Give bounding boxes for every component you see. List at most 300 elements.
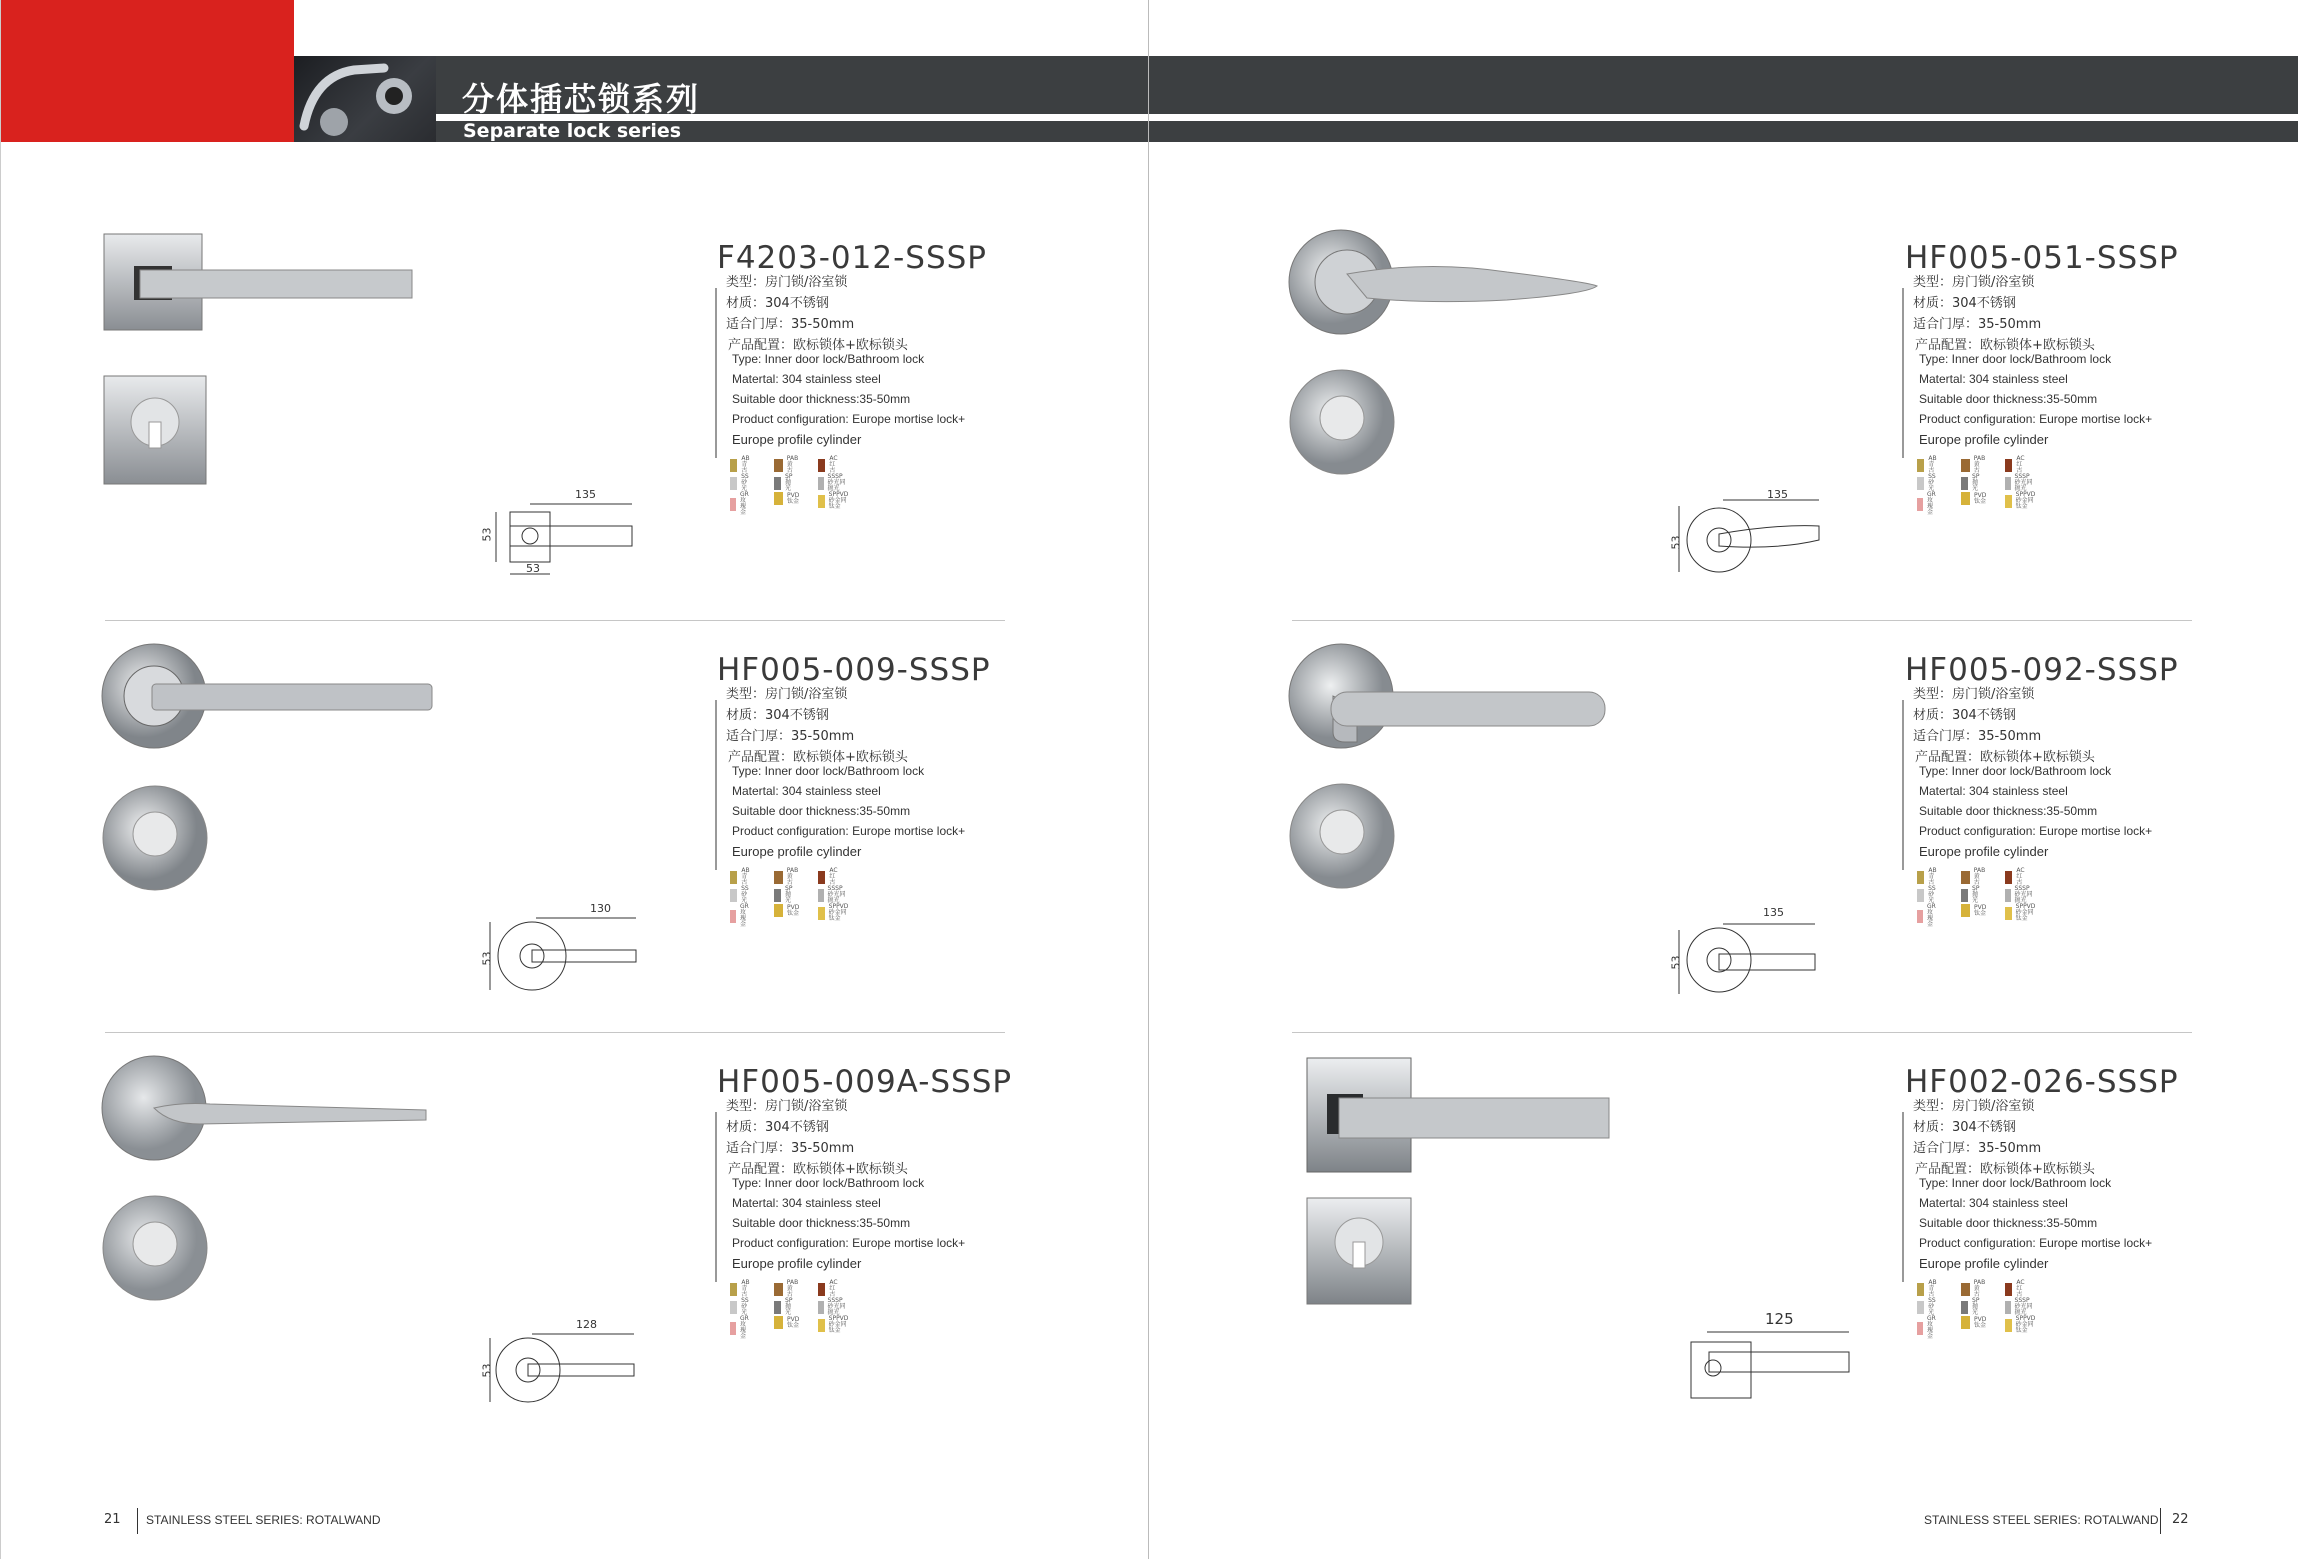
finish-code: SP [785,1297,793,1304]
finish-code: SS [741,1297,749,1304]
finish-name: 砂金同钛金 [2015,909,2034,922]
finish-code: SSSP [827,1297,843,1304]
finish-code: PVD [787,491,800,499]
spec-material-en: Matertal: 304 stainless steel [1919,372,2068,386]
finish-color-chip [2005,907,2012,920]
dimension-drawing [1667,490,1857,580]
finish-name: 玫瑰金 [739,909,746,928]
finish-name: 玫瑰金 [739,497,746,516]
spec-cylinder-en: Europe profile cylinder [1919,432,2049,447]
product-model: HF005-051-SSSP [1905,240,2179,276]
finish-name: 砂光 [1928,1303,1935,1316]
product-model: HF002-026-SSSP [1905,1064,2179,1100]
finish-swatch [730,886,751,904]
spec-material-cn: 材质：304不锈钢 [1913,296,2016,311]
finish-name: 黄古 [786,461,793,474]
spec-thickness-en: Suitable door thickness:35-50mm [732,1216,911,1230]
finish-color-chip [818,1283,825,1296]
finish-code: SS [1928,885,1936,892]
finish-code: SS [741,473,749,480]
finish-color-chip [774,459,783,472]
finish-swatch [2005,474,2033,492]
finish-color-chip [1917,889,1924,902]
spec-material-en: Matertal: 304 stainless steel [732,372,881,386]
finish-code: PAB [1973,455,1986,462]
finish-code: PVD [1974,903,1987,911]
finish-code: SPPVD [828,491,849,498]
finish-color-chip [2005,1319,2012,1332]
finish-swatch [1917,474,1938,492]
page-number-right: 22 [2172,1512,2189,1527]
finish-name: 红古 [2016,1285,2023,1298]
finish-name: 玫瑰金 [1926,497,1933,516]
finish-name: 青古 [741,1285,748,1298]
product-model: F4203-012-SSSP [717,240,987,276]
finish-swatch [2005,868,2026,886]
footer-separator [137,1508,138,1534]
finish-code: AB [741,1279,750,1286]
spec-type-cn: 类型：房门锁/浴室锁 [1913,1099,2035,1114]
spec-type-cn: 类型：房门锁/浴室锁 [726,275,848,290]
spec-bar [715,288,717,458]
finish-code: AC [2016,1279,2025,1286]
finish-code: PVD [787,903,800,911]
finish-color-chip [818,871,825,884]
spec-config-en: Product configuration: Europe mortise lock+ [732,824,966,838]
finish-swatch [1917,1280,1938,1298]
finish-name: 砂金同钛金 [2015,1321,2034,1334]
finish-code: AB [1928,455,1937,462]
finish-name: 青古 [1928,873,1935,886]
finish-swatch [730,456,751,474]
finish-code: AB [1928,1279,1937,1286]
spec-type-cn: 类型：房门锁/浴室锁 [726,1099,848,1114]
product-card [1287,612,2217,1012]
spec-bar [715,1112,717,1282]
finish-color-chip [774,1316,783,1329]
spec-thickness-cn: 适合门厚：35-50mm [726,729,855,744]
finish-code: SSSP [827,473,843,480]
finish-code: PAB [786,1279,799,1286]
handle-image [100,612,430,912]
finish-color-chip [1961,492,1970,505]
finish-code: GR [1926,903,1936,910]
finish-code: AB [741,455,750,462]
finish-swatch [1961,492,1986,505]
product-model: HF005-009A-SSSP [717,1064,1013,1100]
finish-swatch [774,474,794,492]
finish-code: SP [1972,473,1980,480]
finish-color-chip [1961,871,1970,884]
finish-color-chip [1917,910,1923,923]
finish-color-chip [1961,477,1968,490]
finish-name: 砂光同抛光 [2014,891,2033,904]
finish-name: 钛金 [787,497,800,505]
finish-name: 红古 [829,873,836,886]
finish-color-chip [1961,904,1970,917]
spec-material-cn: 材质：304不锈钢 [726,1120,829,1135]
dim-length: 130 [590,902,611,915]
finish-code: PAB [786,455,799,462]
finish-swatch [2005,1280,2026,1298]
finish-code: AB [741,867,750,874]
finish-color-chip [2005,459,2012,472]
finish-swatch [2005,886,2033,904]
finish-name: 黄古 [786,873,793,886]
finish-color-chip [730,477,737,490]
finish-code: AC [829,1279,838,1286]
spec-cylinder-en: Europe profile cylinder [732,844,862,859]
finish-swatch [1961,1280,1985,1298]
spec-thickness-en: Suitable door thickness:35-50mm [732,392,911,406]
dim-length: 135 [1763,906,1784,919]
dimension-drawing [480,908,670,998]
finish-swatch [818,904,851,922]
spec-thickness-en: Suitable door thickness:35-50mm [1919,804,2098,818]
finish-name: 黄古 [1973,1285,1980,1298]
spec-type-cn: 类型：房门锁/浴室锁 [1913,687,2035,702]
finish-swatch [2005,1316,2038,1334]
finish-swatch [2005,456,2026,474]
finish-name: 砂光同抛光 [2014,1303,2033,1316]
finish-name: 钛金 [787,909,800,917]
finish-swatch [818,868,839,886]
finish-swatch [1917,1316,1939,1340]
finish-color-chip [1961,459,1970,472]
finish-name: 砂光 [1928,891,1935,904]
finish-color-chip [1961,1301,1968,1314]
spec-config-cn: 产品配置：欧标锁体+欧标锁头 [728,750,908,765]
finish-code: SS [1928,1297,1936,1304]
spec-type-en: Type: Inner door lock/Bathroom lock [732,1176,925,1190]
finish-name: 青古 [741,873,748,886]
finish-color-chip [818,459,825,472]
finish-name: 钛金 [1974,1321,1987,1329]
spec-material-en: Matertal: 304 stainless steel [732,1196,881,1210]
spec-config-cn: 产品配置：欧标锁体+欧标锁头 [728,1162,908,1177]
finish-color-chip [1917,477,1924,490]
spec-thickness-en: Suitable door thickness:35-50mm [1919,1216,2098,1230]
finish-swatch [2005,904,2038,922]
finish-color-chip [730,1283,737,1296]
finish-name: 黄古 [1973,873,1980,886]
spec-config-en: Product configuration: Europe mortise lock+ [732,412,966,426]
finish-color-chip [2005,1283,2012,1296]
dimension-drawing [480,1324,670,1414]
spec-thickness-en: Suitable door thickness:35-50mm [732,804,911,818]
finish-name: 黄古 [1973,461,1980,474]
finish-swatch [2005,492,2038,510]
spec-config-en: Product configuration: Europe mortise lock+ [732,1236,966,1250]
finish-code: GR [739,491,749,498]
spec-cylinder-en: Europe profile cylinder [1919,1256,2049,1271]
finish-name: 砂金同钛金 [2015,497,2034,510]
handle-image [1287,200,1617,500]
finish-swatch [774,1316,799,1329]
spec-material-en: Matertal: 304 stainless steel [1919,1196,2068,1210]
finish-color-chip [1961,1283,1970,1296]
finish-code: SSSP [2014,885,2030,892]
finish-color-chip [818,1301,824,1314]
finish-swatch [1917,886,1938,904]
finish-swatch [818,886,846,904]
finish-color-chip [730,1301,737,1314]
product-card [1287,200,2217,600]
handle-image [1287,612,1617,912]
finish-name: 青古 [1928,1285,1935,1298]
spec-type-en: Type: Inner door lock/Bathroom lock [732,764,925,778]
finish-swatch [818,1280,839,1298]
finish-code: SSSP [2014,473,2030,480]
finish-color-chip [2005,477,2011,490]
finish-swatch [730,492,752,516]
finish-swatch [1961,1316,1986,1329]
dim-height: 53 [480,527,494,542]
finish-swatch [1917,868,1938,886]
finish-color-chip [1917,498,1923,511]
footer-text-right: STAINLESS STEEL SERIES: ROTALWAND [1924,1513,2159,1527]
finish-swatch [1961,904,1986,917]
finish-code: SPPVD [2015,491,2036,498]
finish-color-chip [1917,1301,1924,1314]
dim-height: 53 [1669,955,1683,970]
finish-name: 抛光 [785,1303,792,1316]
header-red-block [0,0,294,142]
finish-swatch [774,886,794,904]
finish-name: 砂金同钛金 [828,1321,847,1334]
finish-name: 钛金 [1974,497,1987,505]
spec-config-cn: 产品配置：欧标锁体+欧标锁头 [1915,750,2095,765]
finish-name: 抛光 [785,891,792,904]
page-edge [0,0,1,1559]
footer-separator [2160,1508,2161,1534]
finish-code: SPPVD [828,1315,849,1322]
finish-color-chip [774,492,783,505]
finish-code: GR [1926,491,1936,498]
finish-swatch [1961,456,1985,474]
dimension-drawing [1667,1322,1857,1412]
finish-code: SS [1928,473,1936,480]
finish-code: PAB [1973,867,1986,874]
finish-code: PAB [786,867,799,874]
handle-image [100,200,430,500]
finish-color-chip [730,871,737,884]
finish-color-chip [730,498,736,511]
finish-swatch [1917,456,1938,474]
finish-swatch [1917,904,1939,928]
finish-code: GR [1926,1315,1936,1322]
finish-code: AC [829,455,838,462]
spec-config-cn: 产品配置：欧标锁体+欧标锁头 [1915,1162,2095,1177]
finish-code: SP [785,473,793,480]
finish-color-chip [2005,871,2012,884]
finish-name: 红古 [829,1285,836,1298]
spec-type-cn: 类型：房门锁/浴室锁 [726,687,848,702]
finish-name: 玫瑰金 [1926,909,1933,928]
finish-name: 黄古 [786,1285,793,1298]
finish-swatch [774,868,798,886]
spec-bar [715,700,717,870]
spec-config-cn: 产品配置：欧标锁体+欧标锁头 [728,338,908,353]
finish-color-chip [2005,495,2012,508]
finish-color-chip [774,871,783,884]
finish-color-chip [774,904,783,917]
finish-color-chip [818,477,824,490]
finish-swatch [730,1316,752,1340]
finish-color-chip [730,459,737,472]
finish-code: AC [2016,455,2025,462]
dim-length: 135 [1767,488,1788,501]
finish-name: 砂光 [741,1303,748,1316]
spec-type-en: Type: Inner door lock/Bathroom lock [1919,352,2112,366]
dimension-drawing [1667,914,1857,1004]
spec-material-cn: 材质：304不锈钢 [1913,1120,2016,1135]
finish-color-chip [818,1319,825,1332]
finish-swatch [730,474,751,492]
finish-swatch [774,1298,794,1316]
finish-swatch [730,868,751,886]
spec-material-en: Matertal: 304 stainless steel [732,784,881,798]
finish-swatch [1961,474,1981,492]
series-title-cn: 分体插芯锁系列 [462,80,701,118]
finish-code: SPPVD [828,903,849,910]
finish-swatch [818,456,839,474]
finish-code: SSSP [827,885,843,892]
finish-color-chip [1917,871,1924,884]
finish-code: SP [1972,885,1980,892]
finish-swatch [774,1280,798,1298]
finish-swatch [774,904,799,917]
finish-code: SP [785,885,793,892]
finish-name: 砂光同抛光 [827,1303,846,1316]
finish-color-chip [2005,1301,2011,1314]
finish-name: 钛金 [787,1321,800,1329]
product-card [100,612,1030,1012]
finish-code: AB [1928,867,1937,874]
finish-swatch [1917,492,1939,516]
finish-color-chip [774,477,781,490]
dim-height: 53 [480,1363,494,1378]
finish-swatch [1961,886,1981,904]
spec-thickness-cn: 适合门厚：35-50mm [1913,1141,2042,1156]
page-number-left: 21 [104,1512,121,1527]
spec-bar [1902,1112,1904,1282]
finish-swatch [730,904,752,928]
spec-cylinder-en: Europe profile cylinder [732,1256,862,1271]
finish-name: 砂金同钛金 [828,909,847,922]
finish-name: 红古 [829,461,836,474]
dim-length: 135 [575,488,596,501]
finish-code: SP [1972,1297,1980,1304]
finish-color-chip [1917,1322,1923,1335]
finish-color-chip [774,889,781,902]
finish-code: PVD [787,1315,800,1323]
finish-code: AC [829,867,838,874]
dim-height: 53 [480,951,494,966]
dim-length: 128 [576,1318,597,1331]
handle-image [1287,1024,1617,1324]
finish-color-chip [730,889,737,902]
finish-name: 青古 [741,461,748,474]
finish-name: 抛光 [1972,1303,1979,1316]
finish-name: 砂光 [1928,479,1935,492]
product-model: HF005-092-SSSP [1905,652,2179,688]
finish-swatch [2005,1298,2033,1316]
finish-name: 青古 [1928,461,1935,474]
finish-color-chip [1917,459,1924,472]
spec-config-en: Product configuration: Europe mortise lock+ [1919,412,2153,426]
finish-name: 砂金同钛金 [828,497,847,510]
spec-type-en: Type: Inner door lock/Bathroom lock [1919,1176,2112,1190]
dim-width: 53 [526,562,540,575]
finish-color-chip [2005,889,2011,902]
spec-bar [1902,700,1904,870]
product-card [100,1024,1030,1424]
spec-material-cn: 材质：304不锈钢 [726,708,829,723]
finish-color-chip [774,1283,783,1296]
finish-name: 砂光同抛光 [827,891,846,904]
finish-code: PAB [1973,1279,1986,1286]
product-card [1287,1024,2217,1424]
finish-code: GR [739,903,749,910]
spec-material-cn: 材质：304不锈钢 [1913,708,2016,723]
product-model: HF005-009-SSSP [717,652,991,688]
finish-name: 玫瑰金 [739,1321,746,1340]
spec-thickness-en: Suitable door thickness:35-50mm [1919,392,2098,406]
finish-swatch [1961,1298,1981,1316]
spec-config-en: Product configuration: Europe mortise lock+ [1919,824,2153,838]
series-title-en: Separate lock series [463,120,682,142]
product-card [100,200,1030,600]
finish-swatch [818,492,851,510]
finish-name: 砂光 [741,479,748,492]
finish-color-chip [1917,1283,1924,1296]
finish-name: 钛金 [1974,909,1987,917]
dimension-drawing [480,490,670,580]
finish-code: AC [2016,867,2025,874]
finish-swatch [730,1280,751,1298]
spec-thickness-cn: 适合门厚：35-50mm [1913,317,2042,332]
finish-swatch [818,1316,851,1334]
spec-cylinder-en: Europe profile cylinder [732,432,862,447]
finish-code: SPPVD [2015,1315,2036,1322]
finish-code: PVD [1974,1315,1987,1323]
finish-color-chip [730,1322,736,1335]
spec-config-cn: 产品配置：欧标锁体+欧标锁头 [1915,338,2095,353]
page-gutter [1148,0,1149,1559]
spec-cylinder-en: Europe profile cylinder [1919,844,2049,859]
finish-color-chip [1961,1316,1970,1329]
finish-swatch [818,1298,846,1316]
spec-bar [1902,288,1904,458]
finish-name: 红古 [2016,461,2023,474]
spec-type-en: Type: Inner door lock/Bathroom lock [1919,764,2112,778]
finish-swatch [774,492,799,505]
finish-name: 抛光 [1972,479,1979,492]
finish-swatch [1961,868,1985,886]
spec-type-cn: 类型：房门锁/浴室锁 [1913,275,2035,290]
spec-type-en: Type: Inner door lock/Bathroom lock [732,352,925,366]
finish-code: SS [741,885,749,892]
finish-name: 砂光 [741,891,748,904]
spec-thickness-cn: 适合门厚：35-50mm [726,1141,855,1156]
finish-color-chip [730,910,736,923]
handle-image [100,1024,430,1324]
finish-name: 砂光同抛光 [827,479,846,492]
finish-code: SPPVD [2015,903,2036,910]
finish-name: 玫瑰金 [1926,1321,1933,1340]
spec-material-en: Matertal: 304 stainless steel [1919,784,2068,798]
